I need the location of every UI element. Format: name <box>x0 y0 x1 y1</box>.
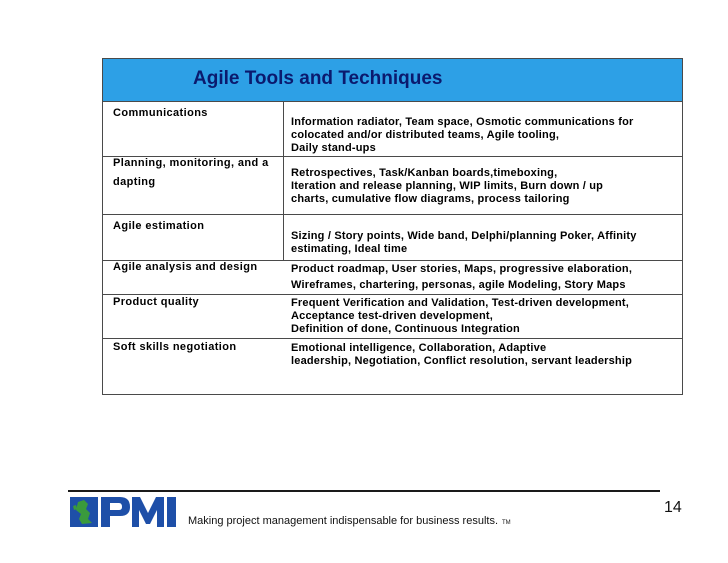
row-label: Planning, monitoring, and a dapting <box>113 157 269 188</box>
row-label: Soft skills negotiation <box>113 341 237 353</box>
row-label: Communications <box>113 107 208 119</box>
table-row <box>103 339 682 394</box>
row-content: Information radiator, Team space, Osmotic communications for colocated and/or distributed teams, Agile tooling, Daily stand-ups <box>291 116 634 154</box>
row-content: Product roadmap, User stories, Maps, progressive elaboration, Wireframes, chartering, personas, agile Modeling, Story Maps <box>291 263 633 291</box>
row-content: Retrospectives, Task/Kanban boards,timeboxing, Iteration and release planning, WIP limits, Burn down / up charts, cumulative flow diagrams, process tailoring <box>291 167 604 205</box>
row-content: Frequent Verification and Validation, Test-driven development, Acceptance test-driven development, Definition of done, Continuous Integration <box>291 297 629 335</box>
techniques-table <box>102 58 683 395</box>
trademark-mark: TM <box>502 520 511 526</box>
table-row <box>103 215 682 261</box>
row-content: Sizing / Story points, Wide band, Delphi/planning Poker, Affinity estimating, Ideal time <box>291 230 637 255</box>
pmi-logo <box>70 497 178 527</box>
pmi-logo-mark <box>70 497 178 527</box>
footer-tagline <box>188 515 511 527</box>
table-row <box>103 157 682 215</box>
table-row <box>103 295 682 339</box>
row-label: Agile estimation <box>113 220 205 232</box>
row-label: Product quality <box>113 296 200 308</box>
title-band <box>103 59 682 102</box>
footer-divider <box>68 490 660 492</box>
table-row <box>103 102 682 157</box>
row-label: Agile analysis and design <box>113 261 258 273</box>
table-row <box>103 261 682 295</box>
page-number: 14 <box>664 499 682 516</box>
row-content: Emotional intelligence, Collaboration, Adaptive leadership, Negotiation, Conflict resolution, servant leadership <box>291 342 633 367</box>
column-divider <box>283 102 284 261</box>
slide-title: Agile Tools and Techniques <box>193 68 443 89</box>
tagline-text: Making project management indispensable for business results. <box>188 515 498 527</box>
